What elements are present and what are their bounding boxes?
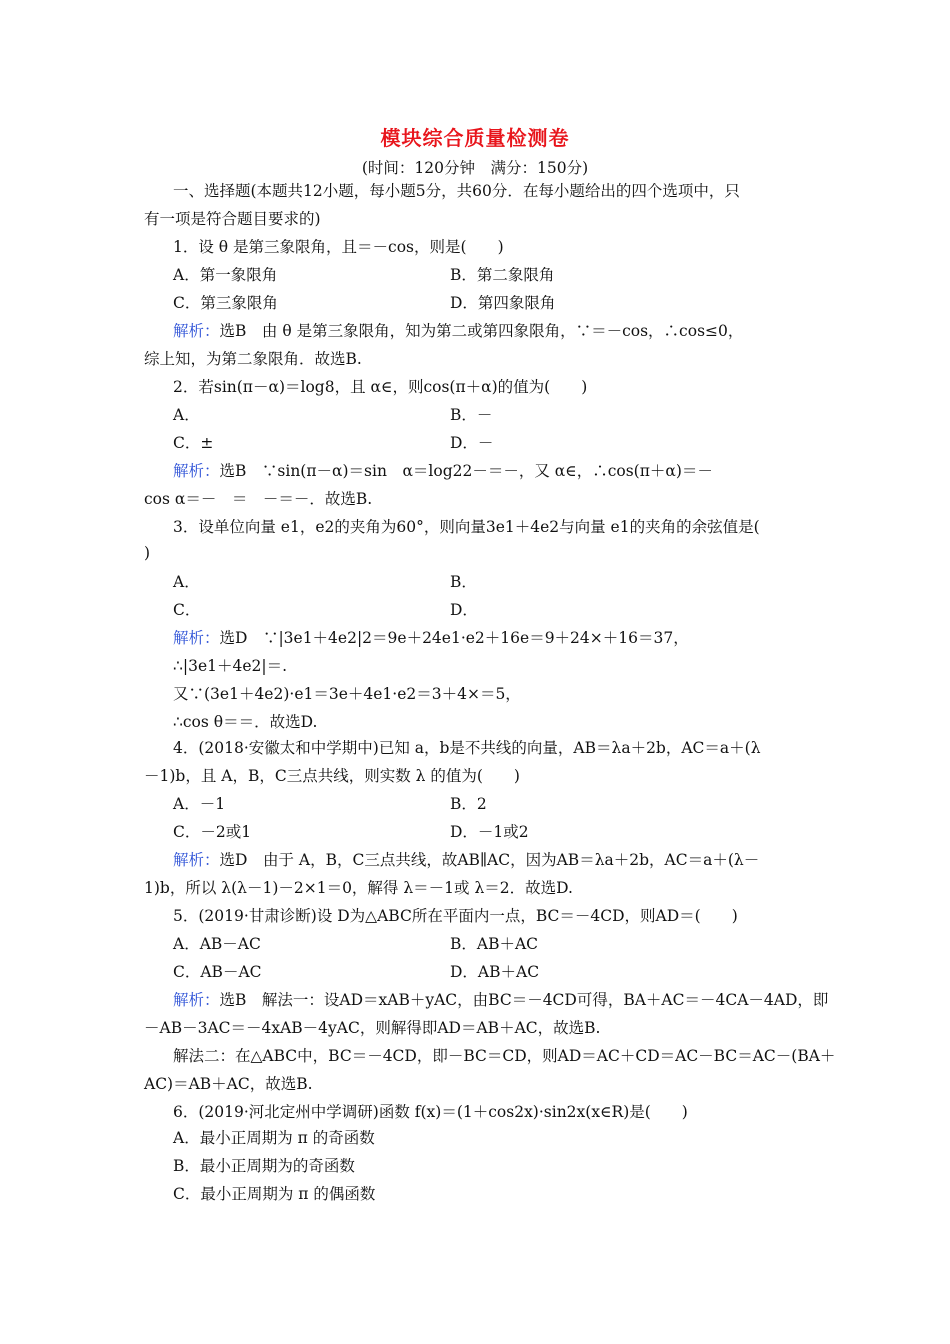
solution-label: 解析： bbox=[173, 462, 220, 480]
page-title: 模块综合质量检测卷 bbox=[380, 126, 570, 150]
section-heading-line1: 一、选择题(本题共12小题，每小题5分，共60分．在每小题给出的四个选项中，只 bbox=[173, 182, 740, 200]
q6-option-c: C．最小正周期为 π 的偶函数 bbox=[173, 1185, 376, 1203]
q4-stem-line1: 4．(2018·安徽太和中学期中)已知 a，b是不共线的向量，AB＝λa＋2b，AC＝a＋(λ bbox=[173, 739, 761, 757]
q4-option-c: C．－2或1 bbox=[173, 823, 252, 841]
q1-option-a: A．第一象限角 bbox=[173, 266, 278, 284]
q5-solution-line2: －AB－3AC＝－4xAB－4yAC，则解得即AD＝AB＋AC，故选B. bbox=[144, 1019, 601, 1037]
q3-solution-line2: ∴|3e1＋4e2|＝. bbox=[173, 657, 288, 675]
q4-solution-line1: 解析：选D 由于 A，B，C三点共线，故AB∥AC，因为AB＝λa＋2b，AC＝a＋(λ－ bbox=[173, 851, 760, 869]
q3-solution-line3: 又∵(3e1＋4e2)·e1＝3e＋4e1·e2＝3＋4×＝5， bbox=[173, 685, 521, 703]
q5-option-b: B．AB＋AC bbox=[450, 935, 539, 953]
q2-option-b: B．－ bbox=[450, 406, 493, 424]
q2-solution-line1: 解析：选B ∵sin(π－α)＝sin α＝log22－＝－，又 α∈，∴cos(π＋α)＝－ bbox=[173, 462, 713, 480]
q1-solution-line1: 解析：选B 由 θ 是第三象限角，知为第二或第四象限角，∵＝－cos，∴cos≤0， bbox=[173, 322, 744, 340]
q2-option-d: D．－ bbox=[450, 434, 494, 452]
q6-stem: 6．(2019·河北定州中学调研)函数 f(x)＝(1＋cos2x)·sin2x(x∈R)是( ) bbox=[173, 1103, 688, 1121]
q6-option-a: A．最小正周期为 π 的奇函数 bbox=[173, 1129, 375, 1147]
q1-option-b: B．第二象限角 bbox=[450, 266, 555, 284]
q3-option-c: C． bbox=[173, 601, 201, 619]
q4-option-d: D．－1或2 bbox=[450, 823, 529, 841]
q6-option-b: B．最小正周期为的奇函数 bbox=[173, 1157, 355, 1175]
q5-stem: 5．(2019·甘肃诊断)设 D为△ABC所在平面内一点，BC＝－4CD，则AD＝( ) bbox=[173, 907, 738, 925]
solution-label: 解析： bbox=[173, 322, 220, 340]
q2-stem: 2．若sin(π－α)＝log8，且 α∈，则cos(π＋α)的值为( ) bbox=[173, 378, 588, 396]
solution-label: 解析： bbox=[173, 991, 220, 1009]
q1-solution-line2: 综上知，为第二象限角．故选B. bbox=[144, 350, 362, 368]
q3-option-a: A． bbox=[173, 573, 200, 591]
q1-option-c: C．第三象限角 bbox=[173, 294, 278, 312]
q5-option-d: D．AB＋AC bbox=[450, 963, 540, 981]
q2-option-c: C．± bbox=[173, 434, 214, 452]
q1-option-d: D．第四象限角 bbox=[450, 294, 556, 312]
q4-option-a: A．－1 bbox=[173, 795, 226, 813]
exam-info: (时间：120分钟 满分：150分) bbox=[361, 159, 589, 177]
q4-option-b: B．2 bbox=[450, 795, 487, 813]
q5-option-a: A．AB－AC bbox=[173, 935, 261, 953]
q2-solution-line2: cos α＝－ ＝ －＝－．故选B. bbox=[144, 490, 373, 508]
q5-solution-line1: 解析：选B 解法一：设AD＝xAB＋yAC，由BC＝－4CD可得，BA＋AC＝－4CA－4AD，即 bbox=[173, 991, 829, 1009]
q1-stem: 1．设 θ 是第三象限角，且＝－cos，则是( ) bbox=[173, 238, 504, 256]
q3-solution-line1: 解析：选D ∵|3e1＋4e2|2＝9e＋24e1·e2＋16e＝9＋24×＋16＝37， bbox=[173, 629, 689, 647]
q5-option-c: C．AB－AC bbox=[173, 963, 262, 981]
q3-option-b: B． bbox=[450, 573, 477, 591]
q3-stem: 3．设单位向量 e1，e2的夹角为60°，则向量3e1＋4e2与向量 e1的夹角的余弦值是( bbox=[173, 518, 760, 536]
q3-option-d: D． bbox=[450, 601, 478, 619]
q3-solution-line4: ∴cos θ＝＝．故选D. bbox=[173, 713, 318, 731]
q4-stem-line2: －1)b，且 A，B，C三点共线，则实数 λ 的值为( ) bbox=[144, 767, 520, 785]
q5-solution-line3: 解法二：在△ABC中，BC＝－4CD，即－BC＝CD，则AD＝AC＋CD＝AC－BC＝AC－(BA＋ bbox=[173, 1047, 836, 1065]
q5-solution-line4: AC)＝AB＋AC，故选B. bbox=[144, 1075, 313, 1093]
solution-label: 解析： bbox=[173, 851, 220, 869]
section-heading-line2: 有一项是符合题目要求的) bbox=[144, 210, 321, 228]
q3-stem-cont: ) bbox=[144, 544, 151, 562]
solution-label: 解析： bbox=[173, 629, 220, 647]
q2-option-a: A． bbox=[173, 406, 200, 424]
q4-solution-line2: 1)b，所以 λ(λ－1)－2×1＝0，解得 λ＝－1或 λ＝2．故选D. bbox=[144, 879, 573, 897]
